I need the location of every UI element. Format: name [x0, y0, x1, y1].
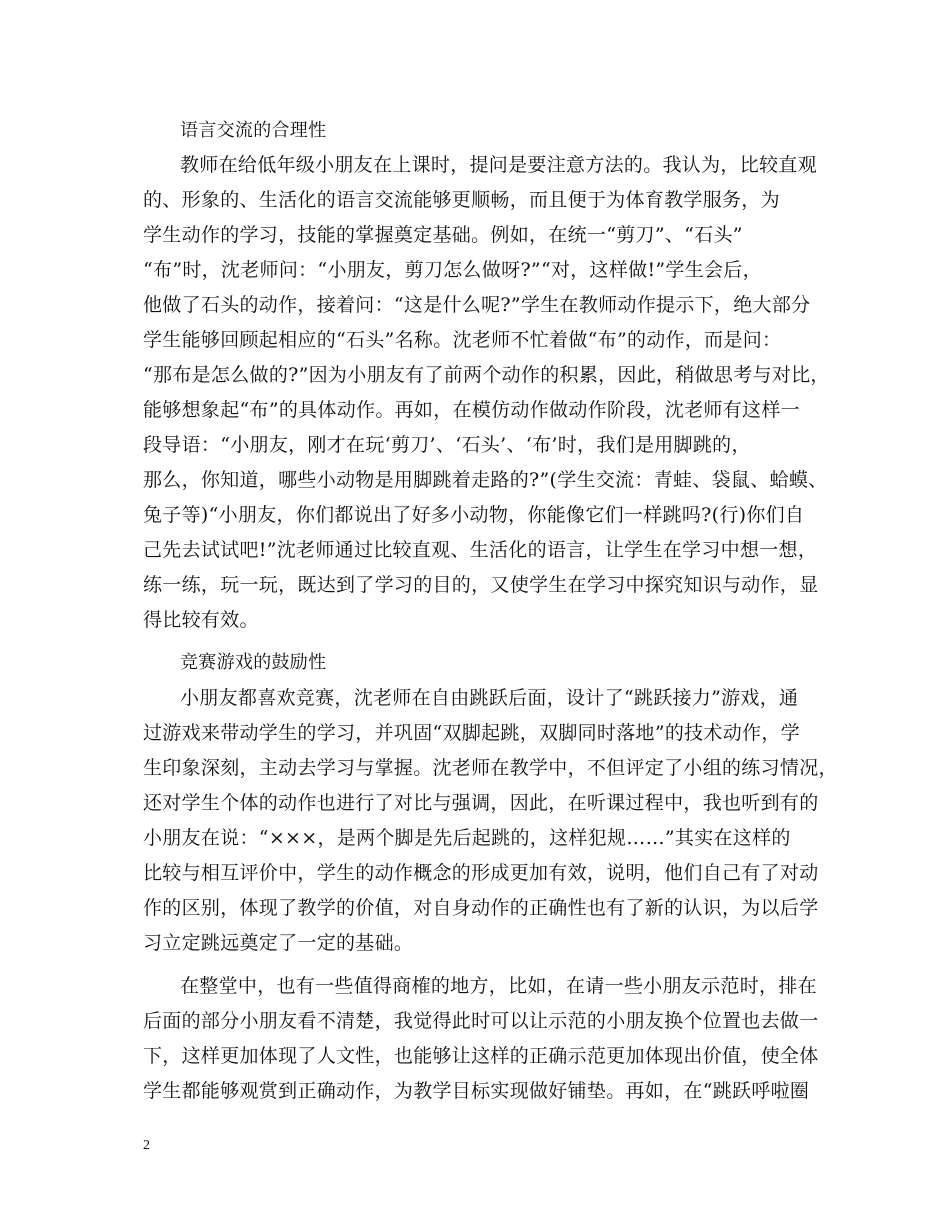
paragraph-line: 己先去试试吧!”沈老师通过比较直观、生活化的语言，让学生在学习中想一想，: [143, 539, 818, 561]
paragraph-line: 小朋友在说：“×××，是两个脚是先后起跳的，这样犯规……”其实在这样的: [143, 827, 791, 849]
paragraph-line: 学生动作的学习，技能的掌握奠定基础。例如，在统一“剪刀”、“石头”: [143, 224, 743, 246]
paragraph-line: 能够想象起“布”的具体动作。再如，在模仿动作做动作阶段，沈老师有这样一: [143, 399, 800, 421]
paragraph-line: 得比较有效。: [143, 609, 259, 631]
paragraph-line: 教师在给低年级小朋友在上课时，提问是要注意方法的。我认为，比较直观: [180, 154, 817, 176]
paragraph-line: 的、形象的、生活化的语言交流能够更顺畅，而且便于为体育教学服务，为: [143, 189, 780, 211]
paragraph-line: 兔子等)“小朋友，你们都说出了好多小动物，你能像它们一样跳吗?(行)你们自: [143, 504, 805, 526]
paragraph-line: 比较与相互评价中，学生的动作概念的形成更加有效，说明，他们自己有了对动: [143, 862, 819, 884]
paragraph-line: 生印象深刻，主动去学习与掌握。沈老师在教学中，不但评定了小组的练习情况，: [143, 757, 838, 779]
paragraph-line: 练一练，玩一玩，既达到了学习的目的，又使学生在学习中探究知识与动作，显: [143, 574, 819, 596]
paragraph-line: 学生都能够观赏到正确动作，为教学目标实现做好铺垫。再如，在“跳跃呼啦圈: [143, 1080, 810, 1102]
paragraph-line: 过游戏来带动学生的学习，并巩固“双脚起跳，双脚同时落地”的技术动作，学: [143, 722, 800, 744]
paragraph-line: “那布是怎么做的?”因为小朋友有了前两个动作的积累，因此，稍做思考与对比，: [143, 364, 830, 386]
paragraph-line: 还对学生个体的动作也进行了对比与强调，因此，在听课过程中，我也听到有的: [143, 792, 819, 814]
page-number: 2: [143, 1138, 150, 1153]
paragraph-line: 习立定跳远奠定了一定的基础。: [143, 932, 414, 954]
section-heading: 语言交流的合理性: [180, 120, 327, 141]
section-heading: 竞赛游戏的鼓励性: [180, 652, 327, 673]
paragraph-line: 他做了石头的动作，接着问：“这是什么呢?”学生在教师动作提示下，绝大部分: [143, 294, 811, 316]
paragraph-line: 在整堂中，也有一些值得商榷的地方，比如，在请一些小朋友示范时，排在: [180, 975, 817, 997]
paragraph-line: 后面的部分小朋友看不清楚，我觉得此时可以让示范的小朋友换个位置也去做一: [143, 1010, 819, 1032]
paragraph-line: 下，这样更加体现了人文性，也能够让这样的正确示范更加体现出价值，使全体: [143, 1045, 819, 1067]
paragraph-line: 学生能够回顾起相应的“石头”名称。沈老师不忙着做“布”的动作，而是问：: [143, 329, 782, 351]
paragraph-line: “布”时，沈老师问：“小朋友，剪刀怎么做呀?”“对，这样做!”学生会后，: [143, 259, 762, 281]
paragraph-line: 小朋友都喜欢竞赛，沈老师在自由跳跃后面，设计了“跳跃接力”游戏，通: [180, 687, 799, 709]
paragraph-line: 那么，你知道，哪些小动物是用脚跳着走路的?”(学生交流：青蛙、袋鼠、蛤蟆、: [143, 469, 828, 491]
paragraph-line: 段导语：“小朋友，刚才在玩‘剪刀’、‘石头’、‘布’时，我们是用脚跳的，: [143, 434, 751, 456]
paragraph-line: 作的区别，体现了教学的价值，对自身动作的正确性也有了新的认识，为以后学: [143, 897, 819, 919]
